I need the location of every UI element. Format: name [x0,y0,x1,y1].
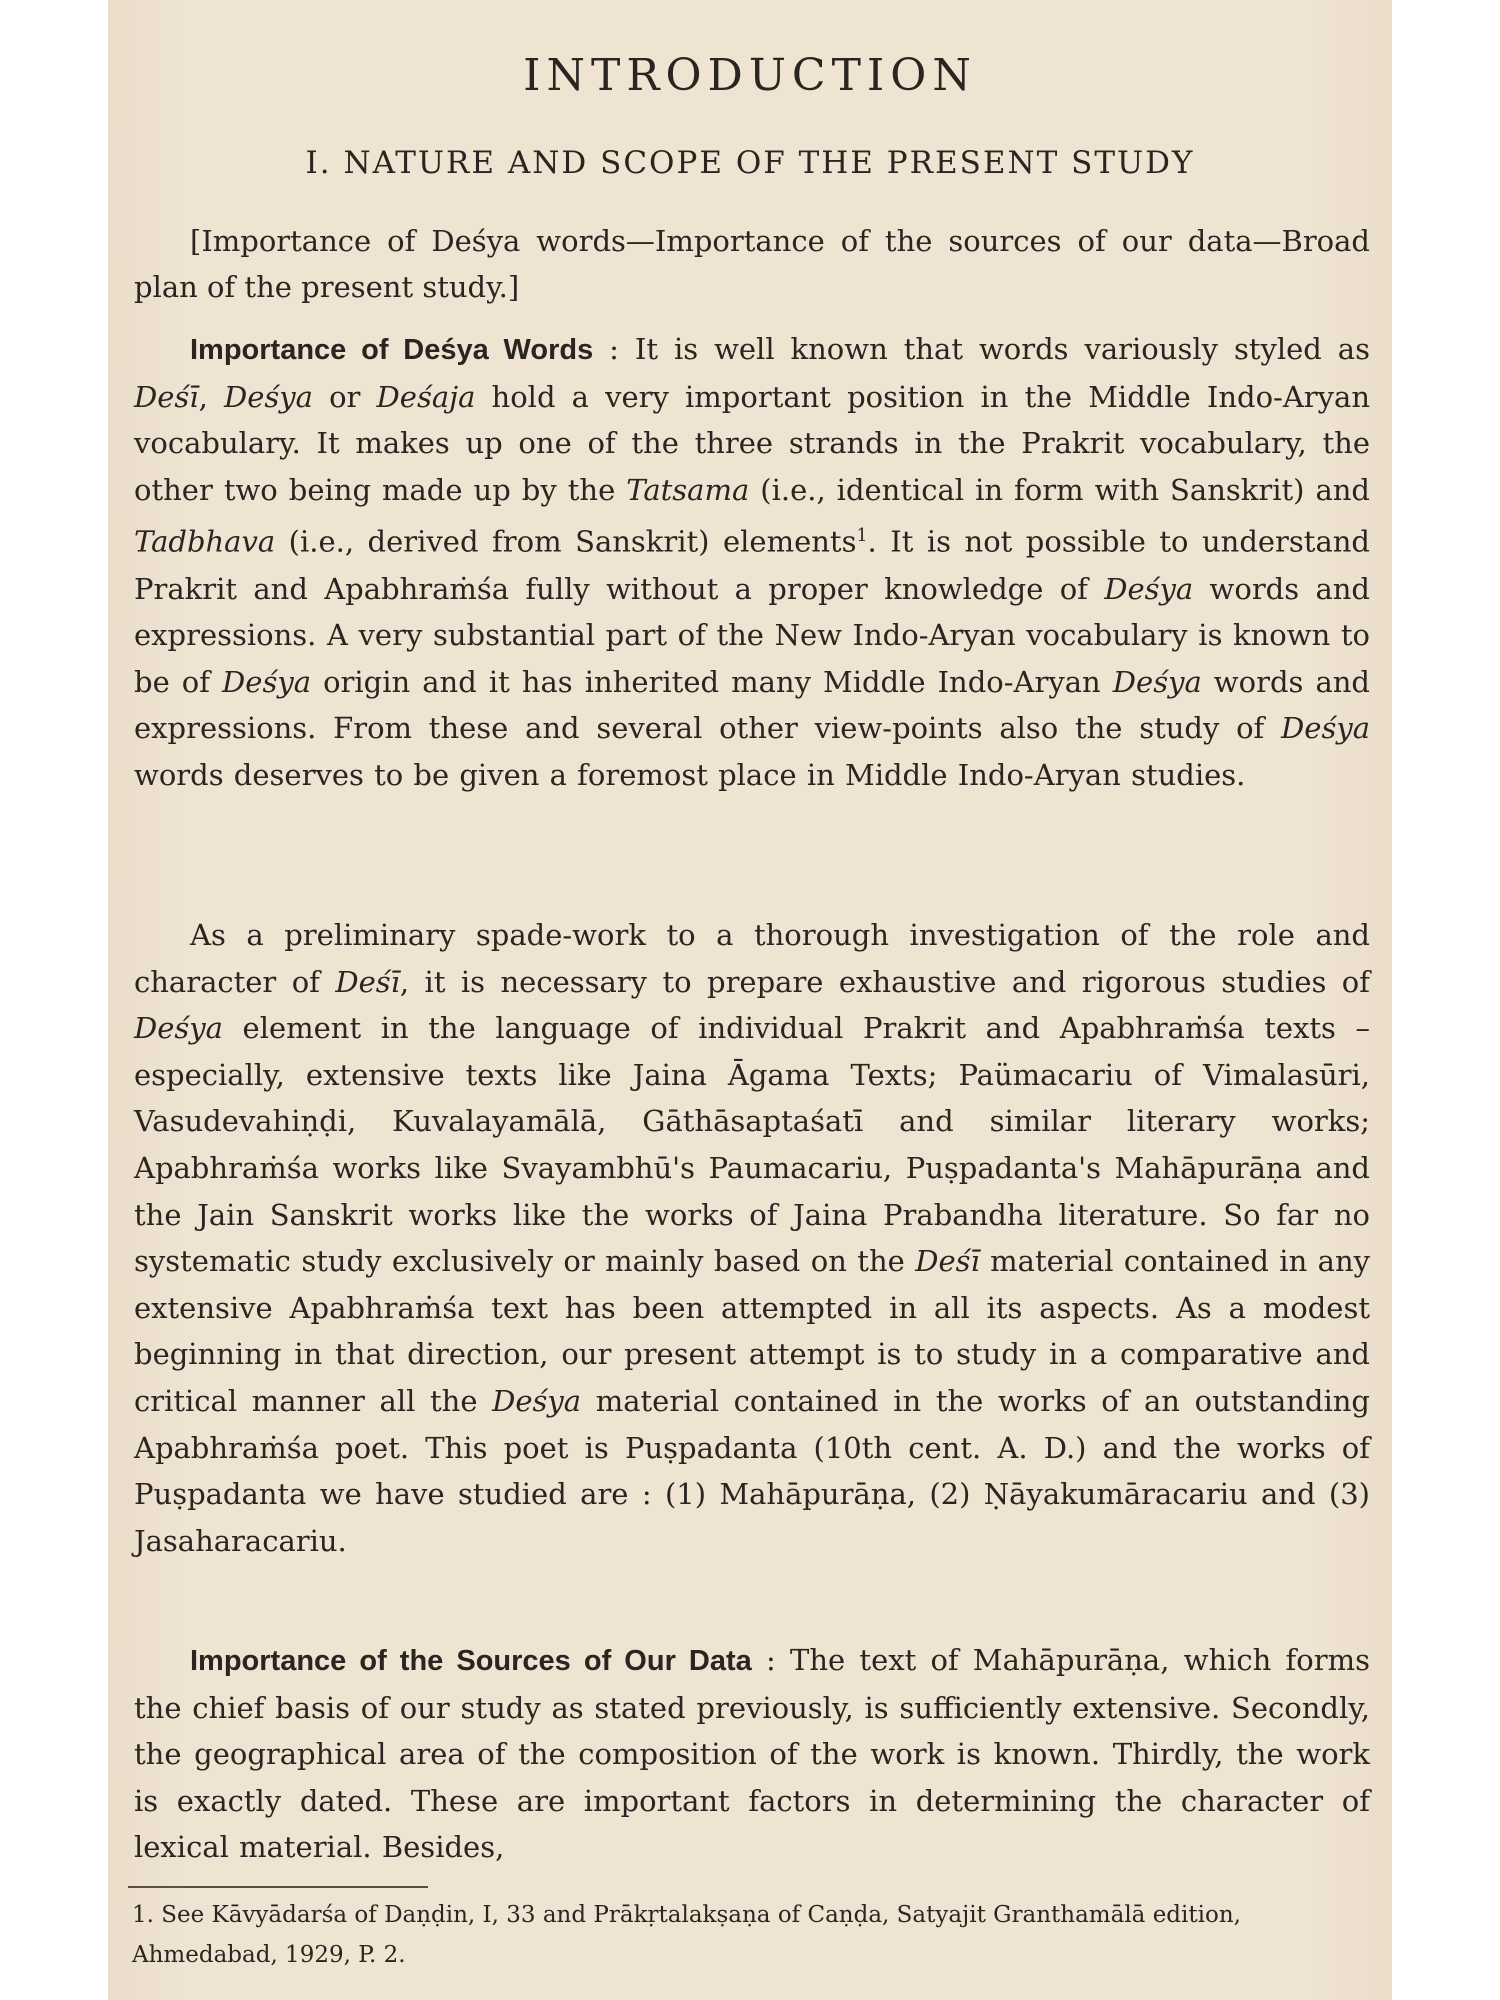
paragraph-text: origin and it has inherited many Middle Indo-Aryan [311,664,1113,699]
paragraph-text: material contained in any extensive Apabhraṁśa text has been attempted in all its aspects. As a modest beginning in that direction, our present attempt is to study in a comparative and critical manner all the [134,1244,1371,1418]
paragraph-text: As a preliminary spade-work to a thorough investigation of the role and character of [134,918,1370,999]
italic-term: Deśaja [376,379,476,414]
paragraph-text: element in the language of individual Prakrit and Apabhraṁśa texts – especially, extensive texts like Jaina Āgama Texts; Paümacariu of Vimalasūri, Vasudevahiṇḍi, Kuvalayamālā, Gāthāsaptaśatī and similar literary works; Apabhraṁśa works like Svayambhū's Paumacariu, Puṣpadanta's Mahāpurāṇa and the Jain Sanskrit works like the works of Jaina Prabandha literature. So far no systematic study exclusively or mainly based on the [134,1011,1370,1279]
italic-term: Deśya [1104,571,1194,606]
paragraph-text: words and expressions. A very substantial part of the New Indo-Aryan vocabulary is known to be of [134,571,1370,699]
paragraph-text: (i.e., identical in form with Sanskrit) and [749,472,1370,507]
paragraph-text: (i.e., derived from Sanskrit) elements [275,525,857,560]
paragraph-heading: Importance of Deśya Words [190,334,594,366]
paragraph-text: hold a very important position in the Middle Indo-Aryan vocabulary. It makes up one of the three strands in the Prakrit vocabulary, the other two being made up by the [134,379,1371,507]
paragraph-text: . It is not possible to understand Prakrit and Apabhraṁśa fully without a proper knowledge of [134,525,1370,606]
footnote-divider [128,1886,428,1888]
italic-term: Tadbhava [134,525,276,560]
footnote-marker: 1 [856,526,868,547]
paragraph-text: , it is necessary to prepare exhaustive and rigorous studies of [399,964,1370,999]
italic-term: Deśī [915,1244,980,1279]
italic-term: Deśī [134,379,199,414]
paragraph-heading: Importance of the Sources of Our Data [190,1645,752,1677]
page-title: INTRODUCTION [523,50,977,101]
italic-term: Deśya [223,379,313,414]
paragraph-preliminary-work [134,912,1370,1564]
italic-term: Deśya [222,664,312,699]
section-heading: I. NATURE AND SCOPE OF THE PRESENT STUDY [305,145,1195,181]
paragraph-text: : The text of Mahāpurāṇa, which forms the chief basis of our study as stated previously, is sufficiently extensive. Secondly, the geographical area of the composition of the work is known. Thirdly, the work is exactly dated. These are important factors in determining the character of lexical material. Besides, [134,1643,1370,1865]
paragraph-sources [134,1637,1370,1871]
italic-term: Deśī [335,964,400,999]
paragraph-desya-words [134,326,1370,799]
book-page [108,0,1392,2000]
italic-term: Deśya [1112,664,1202,699]
italic-term: Deśya [492,1383,582,1418]
italic-term: Deśya [134,1011,223,1046]
paragraph-text: or [312,379,377,414]
section-summary: [Importance of Deśya words—Importance of the sources of our data—Broad plan of the present study.] [134,224,1370,304]
paragraph-text: material contained in the works of an outstanding Apabhraṁśa poet. This poet is Puṣpadanta (10th cent. A. D.) and the works of Puṣpadanta we have studied are : (1) Mahāpurāṇa, (2) Ṇāyakumāracariu and (3) Jasaharacariu. [134,1383,1370,1558]
paragraph-text: : It is well known that words variously styled as [593,332,1370,366]
italic-term: Deśya [1281,711,1370,746]
paragraph-text: words deserves to be given a foremost place in Middle Indo-Aryan studies. [134,758,1246,792]
footnote: 1. See Kāvyādarśa of Daṇḍin, I, 33 and Prākṛtalakṣaṇa of Caṇḍa, Satyajit Granthamālā edition, Ahmedabad, 1929, P. 2. [132,1902,1241,1968]
italic-term: Tatsama [626,472,750,507]
paragraph-text: , [198,379,224,414]
paragraph-text: words and expressions. From these and several other view-points also the study of [134,664,1370,746]
